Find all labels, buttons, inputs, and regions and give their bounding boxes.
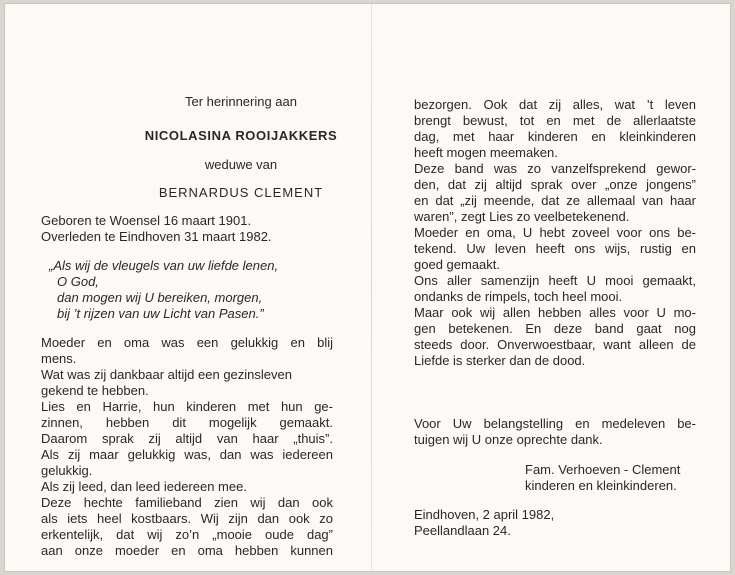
- body-line: dag, met haar kinderen en kleinkinderen: [414, 129, 696, 144]
- birth-line: Geboren te Woensel 16 maart 1901.: [41, 213, 252, 228]
- quote-line: dan mogen wij U bereiken, morgen,: [57, 290, 263, 305]
- body-line: aan onze moeder en oma hebben kunnen: [41, 543, 333, 558]
- body-line: ondanks de rimpels, toch heel mooi.: [414, 289, 623, 304]
- body-line: Maar ook wij allen hebben alles voor U mo-: [414, 305, 696, 320]
- thanks-line: Voor Uw belangstelling en medeleven be-: [414, 416, 696, 431]
- body-line: den, dat zij altijd sprak over „onze jongens”: [414, 177, 696, 192]
- body-line: als iets heel kostbaars. Wij zijn dan ook zo: [41, 511, 333, 526]
- body-line: gelukkig.: [41, 463, 93, 478]
- body-line: en dat „zij meende, dat ze allemaal van haar: [414, 193, 696, 208]
- quote-line: „Als wij de vleugels van uw liefde lenen,: [49, 258, 279, 273]
- body-line: Moeder en oma, U hebt zoveel voor ons be-: [414, 225, 696, 240]
- husband-name: BERNARDUS CLEMENT: [158, 185, 324, 200]
- body-line: Als zij leed, dan leed iedereen mee.: [41, 479, 247, 494]
- body-line: Ons aller samenzijn heeft U mooi gemaakt,: [414, 273, 696, 288]
- memorial-card: [4, 3, 731, 572]
- body-line: Als zij maar gelukkig was, dan was iedereen: [41, 447, 333, 462]
- quote-line: bij ’t rijzen van uw Licht van Pasen.”: [57, 306, 264, 321]
- deceased-name: NICOLASINA ROOIJAKKERS: [144, 128, 338, 143]
- body-line: heeft mogen meemaken.: [414, 145, 558, 160]
- card-fold: [371, 4, 372, 571]
- address: Peellandlaan 24.: [414, 523, 511, 538]
- quote-line: O God,: [57, 274, 99, 289]
- body-line: gen betekenen. En deze band gaat nog: [414, 321, 696, 336]
- body-line: Moeder en oma was een gelukkig en blij: [41, 335, 333, 350]
- body-line: Lies en Harrie, hun kinderen met hun ge-: [41, 399, 333, 414]
- body-line: Deze band was zo vanzelfsprekend gewor-: [414, 161, 696, 176]
- widow-of-text: weduwe van: [204, 157, 278, 172]
- body-line: bezorgen. Ook dat zij alles, wat ’t leven: [414, 97, 696, 112]
- body-line: mens.: [41, 351, 77, 366]
- body-line: goed gemaakt.: [414, 257, 501, 272]
- body-line: Deze hechte familieband zien wij dan ook: [41, 495, 333, 510]
- death-line: Overleden te Eindhoven 31 maart 1982.: [41, 229, 272, 244]
- thanks-line: tuigen wij U onze oprechte dank.: [414, 432, 603, 447]
- body-line: brengt bewust, tot en met de allerlaatste: [414, 113, 696, 128]
- family-signature: Fam. Verhoeven - Clement: [525, 462, 681, 477]
- body-line: gekend te hebben.: [41, 383, 149, 398]
- body-line: Daarom sprak zij altijd van haar „thuis”.: [41, 431, 333, 446]
- body-line: waren”, zegt Lies zo veelbetekenend.: [414, 209, 630, 224]
- body-line: steeds door. Onverwoestbaar, want alleen de: [414, 337, 696, 352]
- intro-text: Ter herinnering aan: [184, 94, 298, 109]
- place-date: Eindhoven, 2 april 1982,: [414, 507, 555, 522]
- body-line: zinnen, hebben dit mogelijk gemaakt.: [41, 415, 333, 430]
- family-signature: kinderen en kleinkinderen.: [525, 478, 677, 493]
- body-line: erkentelijk, dat wij zo’n „mooie oude dag”: [41, 527, 333, 542]
- body-line: Wat was zij dankbaar altijd een gezinsleven: [41, 367, 292, 382]
- body-line: Liefde is sterker dan de dood.: [414, 353, 586, 368]
- body-line: tekend. Uw leven heeft ons wijs, rustig en: [414, 241, 696, 256]
